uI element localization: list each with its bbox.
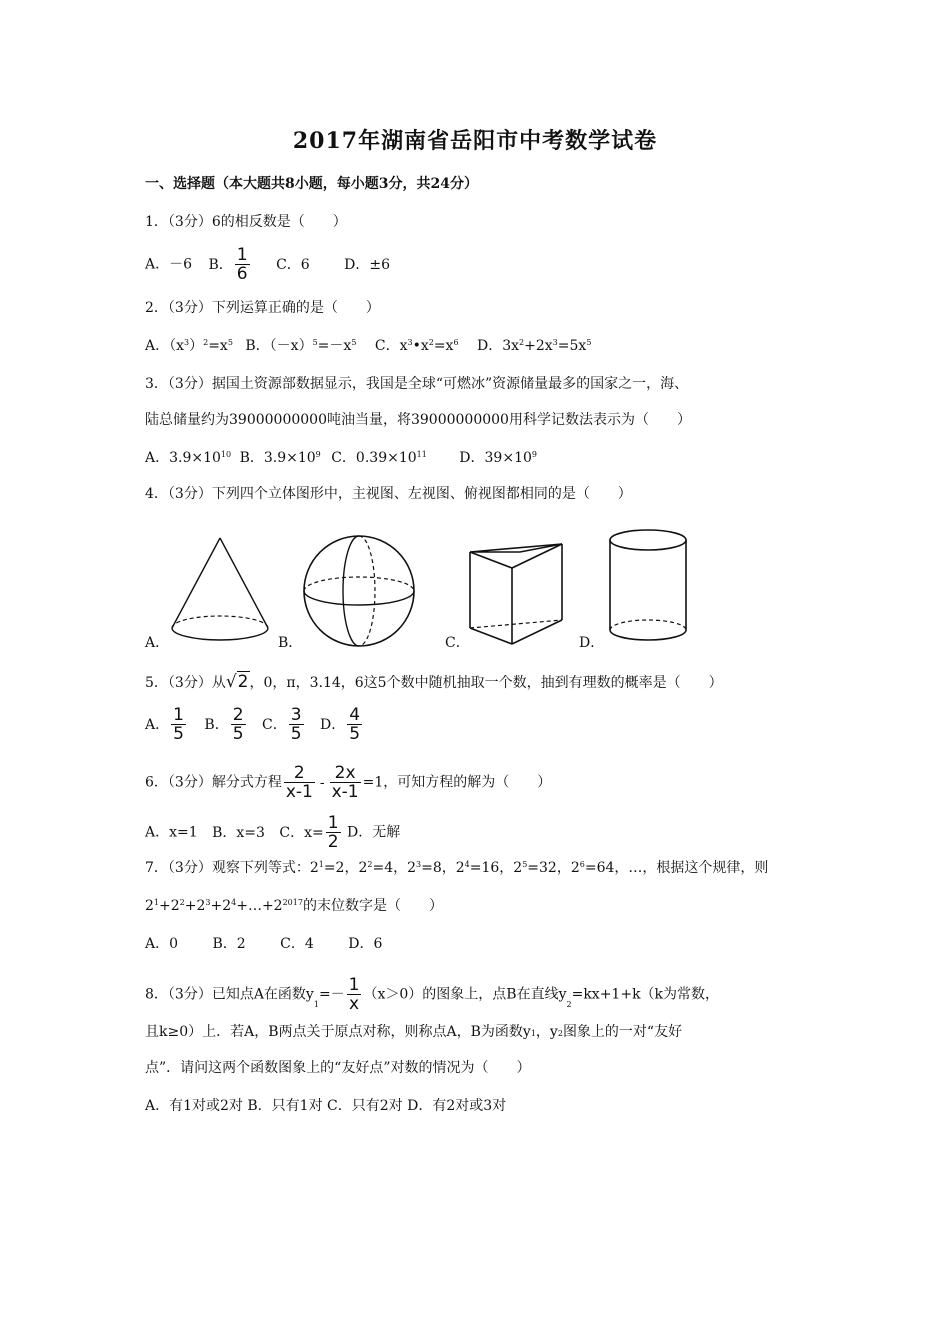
q1-option-c[interactable]: C．6 [276,256,310,273]
question-1-stem: 1．（3分）6的相反数是（ ） [145,214,347,230]
q8-fraction: $\frac{1}{x}$ [348,975,360,1014]
page-title: 2017年湖南省岳阳市中考数学试卷 [292,128,658,154]
q1-option-b-label[interactable]: B． [208,256,233,273]
q7-option-a[interactable]: A．0 [145,936,179,952]
question-5-options [145,706,364,743]
q3-option-b[interactable]: B．$3.9\times 10^9$ [239,450,321,466]
q1-option-b-fraction [235,246,250,283]
question-7-stem-line2: $2^1+2^2+2^3+2^4+\dots+2^{2017}$的末位数字是（ ） [145,898,443,914]
question-8-stem-line2: 且k≥0）上．若A，B两点关于原点对称，则称点A，B为函数$y_1$，$y_2$图象上的一对“友好 [145,1024,683,1040]
q7-option-c[interactable]: C．4 [280,936,314,952]
q4-option-b[interactable]: B． [278,635,303,651]
q5-option-c[interactable]: C． $\frac{3}{5}$ [261,705,302,744]
q1-option-d[interactable]: D．±6 [344,256,391,273]
question-3-stem-line1: 3．（3分）据国土资源部数据显示，我国是全球“可燃冰”资源储量最多的国家之一，海、 [145,376,689,392]
question-6-stem: 6．（3分）解分式方程 $\frac{2}{x-1}$ - $\frac{2x}{x-1}$ =1，可知方程的解为（ ） [145,763,552,802]
q3-option-d[interactable]: D．$39\times 10^9$ [459,450,537,466]
question-8-stem-line3: 点”．请问这两个函数图象上的“友好点”对数的情况为（ ） [145,1060,531,1076]
sphere-figure [300,532,418,650]
q2-option-c[interactable]: C．$x^3•x^2=x^6$ [374,338,459,354]
question-7-stem-line1: 7．（3分）观察下列等式：$2^1=2$，$2^2=4$，$2^3=8$，$2^4=16$，$2^5=32$，$2^6=64$，…，根据这个规律，则 [145,860,769,876]
question-3-stem-line2: 陆总储量约为39000000000吨油当量，将39000000000用科学记数法表示为（ ） [145,412,691,428]
q2-option-d[interactable]: D．$3x^2+2x^3=5x^5$ [477,338,592,354]
question-3-options [145,448,537,468]
q6-fraction-2: $\frac{2x}{x-1}$ [331,763,359,802]
q1-option-a[interactable]: A．－6 [145,256,193,273]
cone-figure [160,530,280,650]
fraction-denominator: 6 [236,264,248,284]
q4-option-d[interactable]: D． [579,635,605,651]
question-2-stem: 2．（3分）下列运算正确的是（ ） [145,300,380,316]
question-1-options [145,246,390,283]
question-7-options [145,934,382,954]
question-2-options [145,336,591,356]
sqrt-two: √2 [225,672,249,692]
question-8-options[interactable]: A．有1对或2对 B．只有1对 C．只有2对 D．有2对或3对 [145,1098,507,1114]
q5-option-d[interactable]: D． $\frac{4}{5}$ [319,705,361,744]
q3-option-c[interactable]: C．$0.39\times 10^{11}$ [331,450,427,466]
question-8-stem-line1: 8．（3分）已知点A在函数$y_1=-$ $\frac{1}{x}$ （x＞0）的图象上，点B在直线$y_2=kx+1+k(k$为常数， [145,975,720,1014]
fraction-numerator: 1 [236,245,248,265]
question-4-stem: 4．（3分）下列四个立体图形中，主视图、左视图、俯视图都相同的是（ ） [145,486,632,502]
triangular-prism-figure [462,540,572,650]
q2-option-a[interactable]: A．$(x^3)^2=x^5$ [145,338,233,354]
q7-option-b[interactable]: B．2 [212,936,246,952]
cylinder-figure [603,526,693,648]
q6-fraction-1: $\frac{2}{x-1}$ [285,763,313,802]
section-heading: 一、选择题（本大题共8小题，每小题3分，共24分） [145,176,478,192]
q6-option-a[interactable]: A．x=1 [145,824,198,841]
q7-option-d[interactable]: D．6 [348,936,383,952]
question-6-options [145,814,400,851]
q2-option-b[interactable]: B．$(-x)^5=-x^5$ [245,338,357,354]
q5-option-a[interactable]: A． $\frac{1}{5}$ [145,705,184,744]
question-5-stem: 5．（3分）从√2，0，π，3.14，6这5个数中随机抽取一个数，抽到有理数的概率是（ ） [145,672,723,692]
q5-option-b[interactable]: B． $\frac{2}{5}$ [204,705,244,744]
q4-option-a[interactable]: A． [145,635,170,651]
q4-option-c[interactable]: C． [445,635,470,651]
q6-option-d[interactable]: D．无解 [347,824,401,841]
q6-option-c[interactable]: C．x= $\frac{1}{2}$ [279,813,339,852]
q3-option-a[interactable]: A．$3.9\times 10^{10}$ [145,450,232,466]
q6-option-b[interactable]: B．x=3 [212,824,265,841]
